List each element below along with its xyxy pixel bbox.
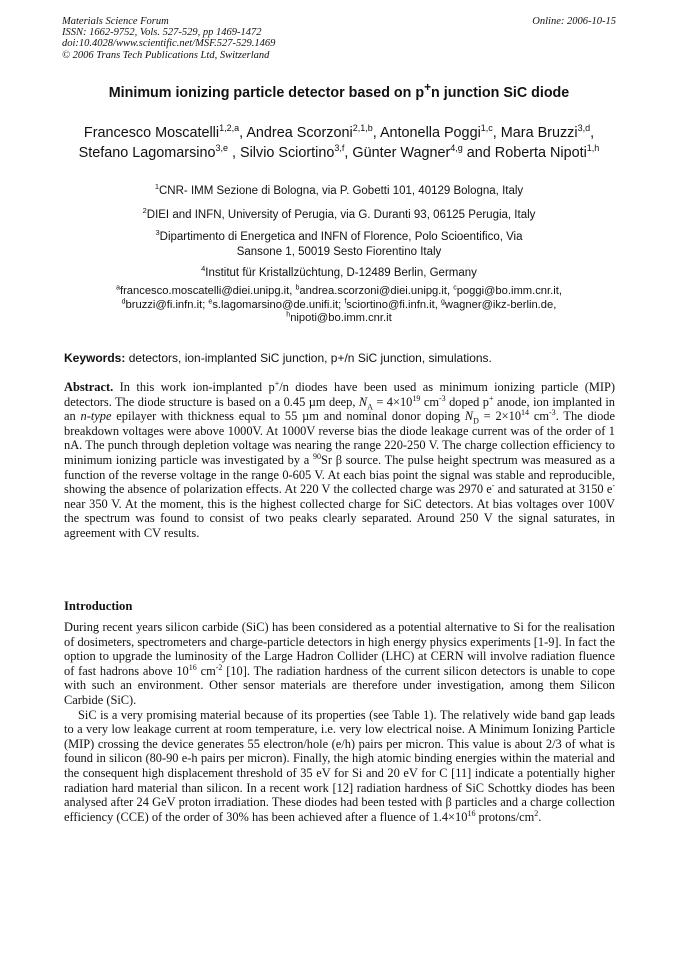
author-name: Silvio Sciortino [240, 144, 335, 161]
title-text-b: n junction SiC diode [431, 84, 570, 101]
abstract-body [64, 380, 615, 540]
author-affiliation-marker: 2,1,b [352, 123, 373, 134]
text-run: 19 [412, 393, 421, 403]
paper-title [62, 80, 616, 101]
text-run: cm [196, 663, 216, 678]
text-run: 90 [312, 451, 321, 461]
text-run: - [491, 481, 495, 491]
title-text-a: Minimum ionizing particle detector based on p [108, 84, 425, 101]
text-run: 16 [188, 662, 197, 672]
text-run: /n diodes have been used as minimum ionizing particle (MIP) detectors. The diode structure is based on a 0.45 µm deep, [64, 380, 615, 409]
text-run: -3 [549, 408, 556, 418]
author-name: Günter Wagner [352, 144, 451, 161]
introduction-body [64, 620, 615, 824]
author-name: Antonella Poggi [379, 125, 481, 141]
abstract-label: Abstract. [64, 380, 114, 394]
text-run: protons/cm [475, 809, 535, 824]
paragraph [64, 708, 615, 825]
author-affiliation-marker: 3,e [215, 142, 228, 153]
text-run: = 2×10 [478, 409, 522, 424]
text-run: A [367, 402, 373, 412]
journal-copyright: © 2006 Trans Tech Publications Ltd, Switzerland [62, 49, 270, 61]
journal-name: Materials Science Forum [62, 16, 169, 27]
email-link[interactable]: francesco.moscatelli@diei.unipg.it [119, 285, 290, 297]
text-run: Sr β source. The pulse height spectrum was measured as a function of the reverse voltage in the range 0-605 V. At each bias point the signal was stable and reproducible, showing the absence of polarization effects. At 220 V the collected charge was 2970 e [64, 452, 615, 497]
author-name: Mara Bruzzi [500, 125, 578, 141]
author-name: Andrea Scorzoni [246, 125, 353, 141]
abstract [64, 380, 615, 541]
affiliation-number: 1 [154, 182, 159, 192]
journal-doi: doi:10.4028/www.scientific.net/MSF.527-529.1469 [62, 38, 276, 50]
text-run: D [473, 416, 479, 426]
email-link[interactable]: poggi@bo.imm.cnr.it [456, 285, 559, 297]
email-list: $^a$francesco.moscatelli@diei.unipg.it, $^b$andrea.scorzoni@diei.unipg.it, $^c$poggi@bo.imm.cnr.it, $^d$bruzzi@fi.infn.it; $^e$s.lagomarsino@de.unifi.it; $^f$sciortino@fi.infn.it, $^g$wagner@ikz-berlin.de, $^h$nipoti@bo.imm.cnr.it [116, 284, 562, 325]
email-key: b [295, 284, 300, 292]
author-name: Roberta Nipoti [494, 144, 587, 161]
section-heading-introduction: Introduction [64, 599, 133, 613]
email-link[interactable]: sciortino@fi.infn.it [346, 298, 435, 311]
email-link[interactable]: s.lagomarsino@de.unifi.it [212, 298, 339, 311]
affiliation-text: Dipartimento di Energetica and INFN of Florence, Polo Scioentifico, Via [159, 231, 523, 243]
author-affiliation-marker: 1,c [480, 123, 493, 134]
text-run: anode, ion implanted in an [64, 394, 615, 424]
text-run: . The diode breakdown voltages were above 1000V. At 1000V reverse bias the diode leakage current was of the order of 1 nA. The punch through depletion voltage was nearing the range 220-250 V. The charge collection efficiency to minimum ionizing particle was investigated by a [64, 409, 615, 467]
email-key: h [286, 311, 291, 319]
text-run: epilayer with thickness equal to 55 µm and nominal donor doping [111, 409, 465, 424]
email-key: e [208, 297, 213, 305]
text-run: In this work ion-implanted p [113, 380, 275, 394]
online-date: Online: 2006-10-15 [532, 16, 616, 27]
affiliation-text: Institut für Kristallzüchtung, D-12489 Berlin, Germany [205, 267, 477, 279]
text-run: 14 [521, 408, 530, 418]
text-run: N [464, 409, 474, 424]
affiliation-number: 4 [201, 264, 206, 274]
author-name: Francesco Moscatelli [83, 125, 220, 141]
paragraph [64, 620, 615, 708]
text-run: + [489, 393, 494, 403]
email-link[interactable]: wagner@ikz-berlin.de [444, 298, 554, 311]
affiliation-4 [62, 266, 616, 281]
keywords-text: detectors, ion-implanted SiC junction, p+/n SiC junction, simulations. [125, 351, 492, 365]
author-affiliation-marker: 1,2,a [219, 123, 240, 134]
email-key: f [344, 297, 347, 305]
text-run: During recent years silicon carbide (SiC) has been considered as a potential alternative to Si for the realisation of dosimeters, spectrometers and charge-particle detectors in high energy physics experiments [1-9]. In fact the option to upgrade the luminosity of the Large Hadron Collider (LHC) at CERN will involve radiation fluence of fast hadrons above 10 [64, 620, 615, 678]
text-run: -2 [215, 662, 223, 672]
email-key: c [453, 284, 457, 292]
text-run: doped p [445, 394, 489, 409]
author-affiliation-marker: 3,f [334, 142, 345, 153]
text-run: cm [420, 394, 439, 409]
affiliation-text: CNR- IMM Sezione di Bologna, via P. Gobetti 101, 40129 Bologna, Italy [159, 185, 524, 197]
affiliation-number: 3 [155, 228, 160, 238]
text-run: -3 [438, 393, 446, 403]
text-run: n-type [80, 409, 112, 424]
title-sup: + [424, 80, 432, 94]
journal-issn: ISSN: 1662-9752, Vols. 527-529, pp 1469-1472 [62, 27, 262, 39]
text-run: near 350 V. At the moment, this is the highest collected charge for SiC detectors. At bias voltages over 100V the spectrum was found to consist of two peaks clearly separated. Around 250 V the signal saturates, in agreement with CV results. [64, 496, 615, 540]
text-run: = 4×10 [372, 394, 413, 409]
text-run: N [358, 394, 368, 409]
affiliation-number: 2 [142, 206, 147, 216]
affiliation-1 [62, 184, 616, 199]
text-run: [10]. The radiation hardness of the current silicon detectors is unable to cope with such an environment. Other sensor materials are therefore under investigation, among them Silicon Carbide (SiC). [64, 663, 615, 707]
email-key: g [440, 297, 445, 305]
keywords-label: Keywords: [64, 351, 126, 365]
email-link[interactable]: nipoti@bo.imm.cnr.it [290, 312, 392, 325]
text-run: + [274, 378, 280, 388]
author-affiliation-marker: 3,d [577, 123, 591, 134]
text-run: and saturated at 3150 e [494, 482, 613, 497]
author-affiliation-marker: 1,h [586, 142, 600, 153]
email-key: d [121, 297, 126, 305]
journal-header [62, 16, 275, 61]
affiliation-3 [62, 230, 616, 260]
text-run: . [538, 809, 542, 824]
email-key: a [116, 284, 120, 292]
author-name: Stefano Lagomarsino [78, 144, 216, 161]
affiliation-text-line2: Sansone 1, 50019 Sesto Fiorentino Italy [236, 246, 442, 258]
author-affiliation-marker: 4,g [450, 142, 463, 153]
text-run: 2 [534, 808, 539, 818]
text-run: SiC is a very promising material because of its properties (see Table 1). The relatively wide band gap leads to a very low leakage current at room temperature, i.e. very low electrical noise. A Minimum Ionizing Particle (MIP) crossing the device generates 55 electron/hole (e/h) pairs per micron. This value is about 2/3 of what is found in silicon (80-90 e-h pairs per micron). Finally, the high atomic binding energies within the material and the consequent high displacement threshold of 35 eV for Si and 20 eV for C [11] indicate a potentially higher radiation hard material than silicon. In a recent work [12] radiation hardness of SiC Schottky diodes has been analysed after 24 GeV proton irradiation. These diodes had been tested with β particles and a charge collection efficiency (CCE) of the order of 30% has been achieved after a fluence of 1.4×10 [64, 707, 615, 824]
affiliation-2 [62, 208, 616, 223]
text-run: 16 [467, 808, 476, 818]
email-link[interactable]: bruzzi@fi.infn.it [125, 298, 203, 311]
email-link[interactable]: andrea.scorzoni@diei.unipg.it [299, 285, 447, 297]
keywords [64, 351, 492, 365]
author-list: Francesco Moscatelli$^{1,2,a}$, Andrea Scorzoni$^{2,1,b}$, Antonella Poggi$^{1,c}$, Mara Bruzzi$^{3,d}$, Stefano Lagomarsino$^{3,e}$ , Silvio Sciortino$^{3,f}$, Günter Wagner$^{4,g}$ and Roberta Nipoti$^{1,h}$ [78, 123, 600, 161]
text-run: - [612, 481, 615, 491]
affiliation-text: DIEI and INFN, University of Perugia, via G. Duranti 93, 06125 Perugia, Italy [146, 209, 536, 221]
text-run: cm [529, 409, 550, 424]
